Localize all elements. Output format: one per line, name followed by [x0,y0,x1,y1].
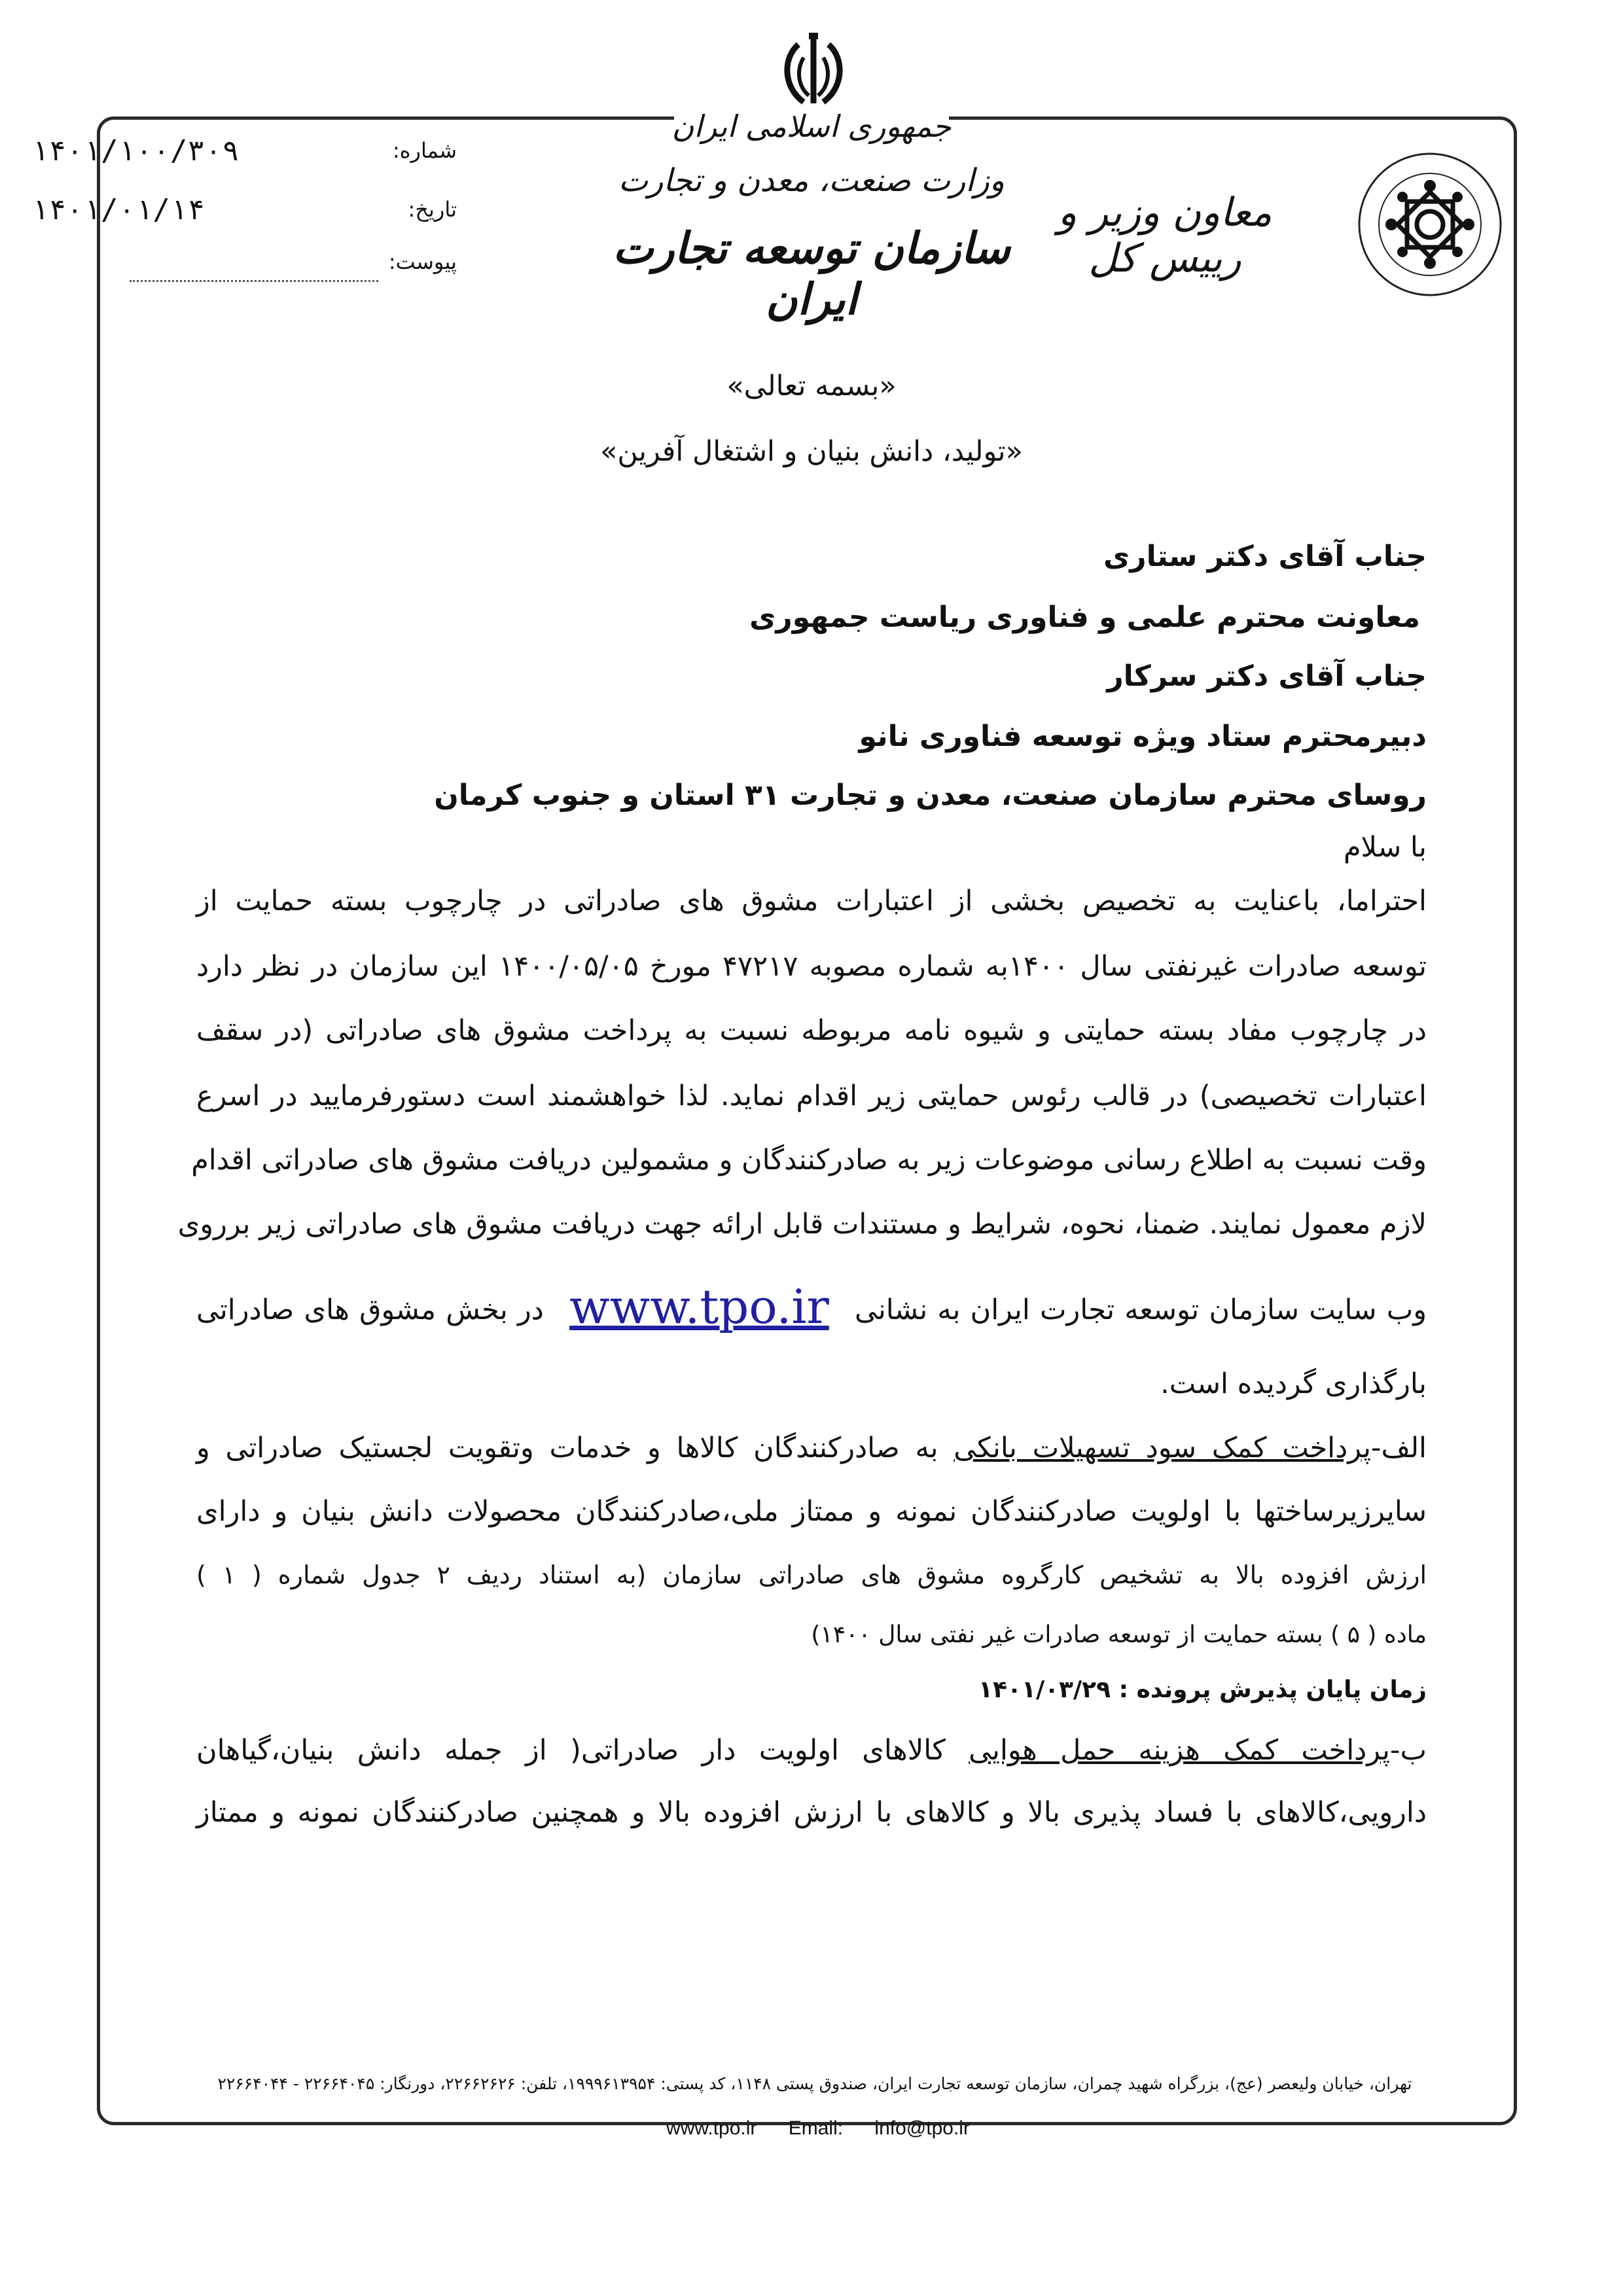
ref-number-row [31,134,457,173]
item-b-line-2: دارویی،کالاهای با فساد پذیری بالا و کالاهای با ارزش افزوده بالا و همچنین صادرکنندگان نمونه و ممتاز [196,1796,1427,1829]
footer-address: تهران، خیابان ولیعصر (عج)، بزرگراه شهید چمران، سازمان توسعه تجارت ایران، صندوق پستی ۱۱۴۸، کد پستی: ۱۹۹۹۶۱۳۹۵۴، تلفن: ۲۲۶۶۲۶۲۶، دورنگار: ۲۲۶۶۴۰۴۵ - ۲۲۶۶۴۰۴۴ [217,2074,1412,2093]
para1-line-3: در چارچوب مفاد بسته حمایتی و شیوه نامه مربوطه نسبت به پرداخت مشوق های صادراتی (در سقف [196,1014,1427,1047]
ref-number-label: شماره: [392,138,457,163]
item-a-line-4: ماده ( ۵ ) بسته حمایت از توسعه صادرات غیر نفتی سال ۱۴۰۰) [811,1621,1427,1648]
deputy-title: معاون وزیر و رییس کل [1058,190,1272,281]
para1-line-2: توسعه صادرات غیرنفتی سال ۱۴۰۰به شماره مصوبه ۴۷۲۱۷ مورخ ۱۴۰۰/۰۵/۰۵ این سازمان در نظر دارد [196,950,1427,983]
greeting: با سلام [1343,831,1427,864]
item-b-line-1 [196,1734,1427,1767]
tpo-logo-icon [1355,149,1505,300]
item-a-line-2: سایرزیرساختها با اولویت صادرکنندگان نمونه و ممتاز ملی،صادرکنندگان محصولات دانش بنیان و دارای [196,1495,1427,1528]
ref-attachment-label: پیوست: [388,249,457,274]
para1-line-4: اعتبارات تخصیصی) در قالب رئوس حمایتی زیر اقدام نماید. لذا خواهشمند است دستورفرمایید در اسرع [196,1080,1427,1112]
para1-line-6: لازم معمول نمایند. ضمنا، نحوه، شرایط و مستندات قابل ارائه جهت دریافت مشوق های صادراتی زیر برروی [177,1208,1427,1241]
slogan: «تولید، دانش بنیان و اشتغال آفرین» [600,435,1023,468]
item-b-title: پرداخت کمک هزینه حمل هوایی [969,1734,1390,1767]
ref-date-row [31,193,457,232]
site-line [196,1279,1427,1334]
footer-email[interactable]: Email: info@tpo.ir [788,2117,970,2139]
addressee-3: جناب آقای دکتر سرکار [1107,660,1427,693]
invocation: «بسمه تعالی» [726,370,897,402]
header-organization: سازمان توسعه تجارت ایران [613,222,1010,325]
ref-date-value: ۱۴۰۱/۰۱/۱۴ [31,193,205,226]
item-a-deadline: زمان پایان پذیرش پرونده : ۱۴۰۱/۰۳/۲۹ [978,1676,1427,1703]
item-a-line1-rest: به صادرکنندگان کالاها و خدمات وتقویت لجستیک صادراتی و [196,1432,938,1464]
item-a-line-1 [196,1432,1427,1464]
footer-website[interactable]: www.tpo.ir [666,2117,757,2139]
ref-attachment-row [31,245,457,285]
item-a-line-3: ارزش افزوده بالا به تشخیص کارگروه مشوق های صادراتی سازمان (به استناد ردیف ۲ جدول شماره ( ۱ ) [196,1561,1427,1589]
para1-line-1: احتراما، باعنایت به تخصیص بخشی از اعتبارات مشوق های صادراتی در چارچوب بسته حمایت از [196,885,1427,917]
header-ministry: وزارت صنعت، معدن و تجارت [618,162,1005,199]
addressee-2: معاونت محترم علمی و فناوری ریاست جمهوری [749,601,1420,634]
iran-emblem-icon [764,31,863,110]
ref-date-label: تاریخ: [408,197,457,222]
ref-attachment-line [130,280,378,282]
site-link[interactable]: www.tpo.ir [569,1279,829,1334]
site-line-after: در بخش مشوق های صادراتی [196,1294,544,1326]
ref-number-value: ۱۴۰۱/۱۰۰/۳۰۹ [31,134,240,168]
para1-line-5: وقت نسبت به اطلاع رسانی موضوعات زیر به صادرکنندگان و مشمولین دریافت مشوق های صادراتی اقدام [191,1144,1427,1176]
addressee-5: روسای محترم سازمان صنعت، معدن و تجارت ۳۱ استان و جنوب کرمان [434,779,1427,812]
item-a-title: پرداخت کمک سود تسهیلات بانکی [954,1432,1371,1464]
footer-contacts [589,2117,1047,2140]
header-republic: جمهوری اسلامی ایران [671,109,952,144]
item-b-line1-rest: کالاهای اولویت دار صادراتی( از جمله دانش بنیان،گیاهان [196,1734,946,1767]
addressee-4: دبیرمحترم ستاد ویژه توسعه فناوری نانو [859,720,1427,753]
para1-end: بارگذاری گردیده است. [1160,1368,1427,1400]
addressee-1: جناب آقای دکتر ستاری [1103,540,1427,573]
item-a-prefix: الف- [1370,1432,1427,1464]
site-line-before: وب سایت سازمان توسعه تجارت ایران به نشانی [855,1294,1427,1326]
item-b-prefix: ب- [1390,1734,1427,1767]
